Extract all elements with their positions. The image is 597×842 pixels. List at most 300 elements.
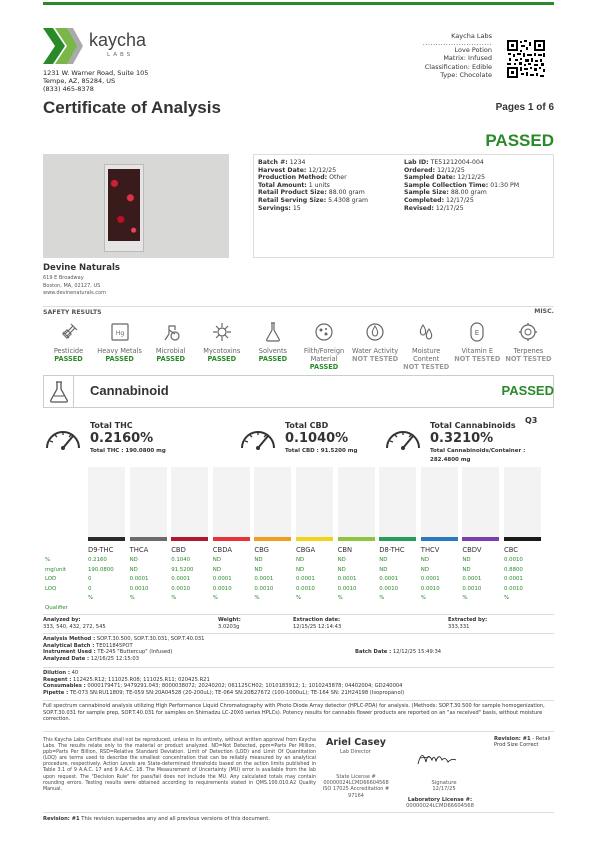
compound-mg: ND [254, 566, 263, 573]
compound-bar [88, 467, 125, 541]
flask-icon-box [44, 376, 74, 407]
compound-lod: 0.0001 [254, 576, 274, 583]
signer-name: Ariel Casey [326, 737, 386, 748]
compound-lod: 0.0001 [171, 576, 191, 583]
compound-name: THCV [420, 546, 440, 554]
extraction-date-value: 12/15/25 12:14:43 [293, 623, 342, 630]
product-summary [380, 32, 492, 80]
safety-item-status: PASSED [258, 355, 288, 363]
revision-sub: Prod Size Correct [494, 742, 539, 749]
batch-field [404, 159, 519, 167]
batch-field-label: Sample Collection Time: [404, 181, 489, 189]
compound-pct: ND [296, 557, 305, 563]
safety-item [503, 320, 554, 363]
batch-field-value: 15 [292, 204, 301, 212]
revision-tail: - Retail [530, 736, 551, 742]
batch-field [404, 205, 519, 213]
cannabinoid-total-value: 0.3210% [430, 431, 494, 446]
signature-block [420, 780, 468, 792]
compound-lod: 0.0001 [462, 576, 482, 583]
lab-license-value: 00000024LCMD66604568 [406, 803, 474, 810]
product-photo [43, 154, 229, 258]
safety-item-status: PASSED [207, 355, 237, 363]
compound-values [462, 556, 481, 604]
product-type: Type: Chocolate [440, 71, 492, 80]
compound-values [88, 556, 114, 604]
batch-field-label: Production Method: [258, 174, 328, 182]
compound-bar-color [379, 537, 416, 541]
safety-item [247, 320, 298, 363]
compound-bar [504, 467, 541, 541]
cannabinoid-total-label: Total THC [90, 421, 133, 430]
compound-unit: % [462, 595, 468, 602]
dilution-value: 40 [71, 670, 79, 676]
safety-item-label: Filth/Foreign [303, 347, 345, 355]
compound-pct: ND [337, 557, 346, 563]
client-address-line1: 619 E Broadway [43, 275, 84, 281]
compound-mg: ND [337, 566, 346, 573]
safety-item-status: PASSED [105, 355, 134, 363]
lab-address [43, 69, 148, 93]
compound-values [504, 556, 523, 604]
extraction-date-label: Extraction date: [293, 617, 341, 623]
cannabinoid-title: Cannabinoid [90, 383, 169, 398]
batch-field [258, 182, 368, 190]
analytical-batch-value: TE011845POT [96, 642, 133, 649]
weight-label: Weight: [218, 617, 241, 623]
compound-pct: ND [379, 557, 388, 563]
compound-name: CBGA [296, 546, 316, 554]
revision-label: Revision: #1 [494, 736, 531, 742]
safety-item-status: NOT TESTED [352, 355, 399, 363]
divider [43, 812, 554, 813]
compound-bar-color [130, 537, 167, 541]
lab-license-label: Laboratory License #: [407, 797, 473, 803]
batch-field-label: Lab ID: [404, 159, 429, 166]
cannabinoid-total [430, 421, 525, 463]
compound-loq: 0 [88, 585, 92, 592]
product-classification: Classification: Edible [424, 62, 492, 71]
product-package-image [104, 164, 144, 252]
batch-field-label: Retail Product Size: [258, 189, 327, 197]
reagents-block [43, 670, 554, 696]
compound-values [254, 556, 273, 604]
compound-values [296, 556, 315, 604]
compound-unit: % [254, 595, 260, 602]
batch-field-label: Servings: [258, 204, 291, 212]
compound-bar [462, 467, 499, 541]
table-row-label: mg/unit [45, 566, 66, 573]
pesticide-icon [57, 320, 81, 344]
compound-unit: % [379, 595, 385, 602]
batch-field-value: 1234 [289, 159, 306, 166]
batch-field-value: 12/17/25 [435, 204, 464, 212]
gauge-icon [238, 424, 278, 450]
compound-unit: % [129, 595, 135, 602]
compound-pct: ND [212, 557, 221, 563]
compound-bar [130, 467, 167, 541]
client-address-line2: Boston, MA, 02127, US [43, 282, 101, 289]
compound-name: D9-THC [88, 546, 114, 554]
divider [43, 667, 554, 668]
signer-role: Lab Director [340, 749, 371, 755]
compound-lod: 0.0001 [296, 576, 315, 583]
safety-item-status: NOT TESTED [403, 363, 450, 371]
batch-field-label: Revised: [404, 204, 434, 212]
compound-bar [421, 467, 458, 541]
safety-item-label: Water Activity [351, 347, 399, 355]
compound-name: CBG [254, 546, 269, 554]
batch-field-value: 12/17/25 [446, 196, 474, 204]
batch-field [404, 167, 519, 175]
compound-bar-color [338, 537, 375, 541]
logo-sub: LABS [107, 52, 134, 58]
cannabinoid-total-sub: Total Cannabinoids/Container : [430, 448, 526, 454]
analyzed-date-label: Analyzed Date : [43, 655, 90, 662]
table-row-label [45, 594, 68, 604]
client-address [43, 275, 120, 298]
compound-unit: % [337, 595, 343, 602]
table-row-label: % [45, 557, 51, 563]
cannabinoid-status-badge: PASSED [501, 383, 554, 398]
batch-field-value: Other [329, 174, 347, 182]
compound-lod: 0.0001 [337, 576, 357, 583]
compound-pct: 0.0010 [504, 557, 523, 563]
batch-info-left [258, 159, 368, 212]
revision-note-label: Revision: #1 [43, 816, 80, 822]
compound-unit: % [171, 595, 177, 602]
batch-field [258, 174, 368, 182]
safety-item-label2: Material [310, 355, 338, 363]
product-name: Love Potion [454, 45, 492, 54]
water-activity-icon [363, 320, 387, 344]
moisture-icon [414, 320, 438, 344]
compound-mg: ND [129, 566, 138, 573]
compound-lod: 0.0001 [129, 576, 149, 583]
instrument-label: Instrument Used : [43, 649, 96, 656]
compound-pct: ND [420, 557, 429, 563]
compound-loq: 0.0010 [171, 585, 191, 592]
compound-loq: 0.0010 [462, 585, 482, 592]
cannabinoid-total [285, 421, 357, 455]
compound-unit: % [212, 595, 218, 602]
safety-item-status: NOT TESTED [505, 355, 552, 363]
cannabinoid-total-sub: Total CBD : 91.5200 mg [285, 448, 358, 454]
compound-values [130, 556, 149, 604]
compound-bar-color [296, 537, 333, 541]
compound-bar [296, 467, 333, 541]
batch-field-label: Completed: [404, 196, 445, 204]
safety-item-label: Mycotoxins [203, 347, 241, 355]
compound-loq: 0.0010 [504, 585, 523, 592]
compound-pct: ND [462, 557, 471, 563]
safety-item-label: Heavy Metals [97, 347, 142, 355]
cannabinoid-total-label: Total Cannabinoids [430, 421, 516, 430]
batch-field-label: Sample Size: [404, 189, 449, 197]
compound-values [338, 556, 357, 604]
cannabinoid-total-value: 0.2160% [90, 431, 154, 446]
safety-item-status: PASSED [309, 363, 339, 371]
compound-bar-color [213, 537, 250, 541]
analyzed-by-label: Analyzed by: [43, 617, 81, 623]
compound-bar-color [254, 537, 291, 541]
extracted-by-value: 333,331 [448, 623, 470, 630]
compound-mg: 91.5200 [171, 566, 194, 573]
batch-field [258, 189, 368, 197]
divider [43, 700, 554, 701]
compound-values [379, 556, 398, 604]
table-row-labels [45, 556, 68, 614]
compound-bar [338, 467, 375, 541]
cannabinoid-total-sub2: 282.4800 mg [430, 456, 471, 463]
compound-name: THCA [129, 546, 149, 554]
state-license-label: State License # [336, 774, 376, 780]
table-row-label: LOQ [45, 585, 57, 592]
compound-loq: 0.0010 [379, 585, 399, 592]
reagent-value: 112425.R12; 111025.R08; 111025.R11; 020425.R21 [72, 676, 210, 683]
reagent-label: Reagent : [43, 676, 72, 683]
compound-unit: % [420, 595, 426, 602]
table-row-label: LOD [45, 576, 57, 583]
svg-text:E: E [475, 329, 480, 337]
compound-bar [379, 467, 416, 541]
weight [218, 617, 241, 630]
qr-code-icon[interactable] [506, 39, 546, 79]
batch-field-value: 01:30 PM [490, 181, 520, 189]
compound-lod: 0 [88, 576, 92, 583]
batch-field-label: Retail Serving Size: [258, 196, 327, 204]
analyzed-by-value: 333, 540, 432, 272, 545 [43, 623, 106, 630]
compound-name: CBD [171, 546, 186, 554]
weight-value: 3.0203g [218, 623, 240, 630]
safety-item-label: Vitamin E [461, 347, 494, 355]
misc-header: MISC. [534, 308, 554, 315]
gauge-icon [43, 424, 83, 450]
safety-results-header: SAFETY RESULTS [43, 306, 554, 316]
cannabinoid-total-sub: Total THC : 190.0800 mg [90, 448, 166, 454]
safety-item-label: Terpenes [513, 347, 544, 355]
method-label: Analysis Method : [43, 636, 96, 642]
divider [43, 731, 554, 732]
compound-bar-color [462, 537, 499, 541]
kaycha-logo [43, 26, 153, 66]
cannabinoid-total-label: Total CBD [285, 421, 329, 430]
batch-field-value: 1 units [308, 181, 330, 189]
safety-item [94, 320, 145, 363]
batch-field [404, 182, 519, 190]
analysis-method-block [43, 636, 554, 662]
compound-unit: % [504, 595, 510, 602]
compound-mg: ND [462, 566, 471, 573]
compound-name: D8-THC [379, 546, 405, 554]
compound-bar-color [421, 537, 458, 541]
svg-text:Hg: Hg [115, 330, 124, 337]
compound-pct: ND [129, 557, 138, 563]
compound-loq: 0.0010 [296, 585, 315, 592]
lab-address-line2: Tempe, AZ, 85284, US [43, 77, 116, 85]
compound-values [213, 556, 232, 604]
page-count: Pages 1 of 6 [495, 102, 554, 113]
safety-item [145, 320, 196, 363]
gauge-icon [383, 424, 423, 450]
method-value: SOP.T.30.500, SOP.T.30.031, SOP.T.40.031 [96, 636, 205, 642]
compound-bar-color [88, 537, 125, 541]
compound-mg: ND [420, 566, 429, 573]
compound-bar-color [171, 537, 208, 541]
batch-field [258, 205, 368, 213]
handwritten-signature-icon [412, 744, 472, 770]
batch-info-right [404, 159, 519, 212]
compound-mg: ND [379, 566, 388, 573]
safety-item-label: Moisture [411, 347, 441, 355]
batch-field-label: Total Amount: [258, 181, 307, 189]
safety-item [350, 320, 401, 363]
analysis-note: Full spectrum cannabinoid analysis utilizing High Performance Liquid Chromatography with Photo Diode Array detector (HPLC-PDA) for analysis. (Methods: SOP.T.30.500 for sample homogenization, SOP.T.30.031 for sample prep, SOP.T.40.031 for samples on Shimadzu LC-20X0 series HPLCs). Potency results for cannabis flower products are reported on an "as received" basis, without moisture correction. [43, 703, 545, 723]
safety-item-label2: Content [413, 355, 440, 363]
batch-field-value: 12/12/25 [457, 174, 486, 182]
batch-field-value: TE51212004-004 [430, 159, 484, 166]
compound-lod: 0.0001 [504, 576, 523, 583]
lab-address-line1: 1231 W. Warner Road, Suite 105 [43, 69, 149, 77]
safety-item-status: PASSED [156, 355, 185, 363]
iso-label: ISO 17025 Accreditation # [322, 786, 390, 793]
batch-date-label: Batch Date : [355, 649, 392, 656]
state-license-value: 00000024LCMD66604568 [323, 780, 389, 787]
safety-item-label: Microbial [155, 347, 186, 355]
compound-values [421, 556, 440, 604]
flask-icon [44, 376, 74, 407]
consumables-value: 0000179471; 9479291.043; 8000038072; 20240202; 061125CH02; 1010183912; 1; 1010243878; 04402004; GD240004 [87, 683, 403, 690]
revision-note [43, 816, 270, 822]
compound-mg: 0.8800 [504, 566, 523, 573]
batch-field [258, 167, 368, 175]
vitamin-e-icon [465, 320, 489, 344]
batch-field-value: 88.00 gram [450, 189, 487, 197]
terpenes-icon [516, 320, 540, 344]
safety-item-label: Pesticide [53, 347, 84, 355]
compound-mg: ND [296, 566, 305, 573]
analytical-batch-label: Analytical Batch : [43, 642, 95, 649]
client-website[interactable]: www.devinenaturals.com [43, 290, 106, 296]
compound-loq: 0.0010 [254, 585, 274, 592]
compound-bar [213, 467, 250, 541]
pipette-label: Pipette : [43, 689, 69, 696]
cannabinoid-total [90, 421, 166, 455]
instrument-value: TE-245 "Buttercup" (Infused) [97, 649, 173, 656]
cannabinoid-total-value: 0.1040% [285, 431, 349, 446]
analyzed-by [43, 617, 106, 630]
signer-licenses [316, 774, 396, 799]
batch-field-label: Batch #: [258, 159, 288, 166]
compound-name: CBN [337, 546, 353, 554]
lab-license-block [390, 797, 490, 809]
heavy-metals-icon [108, 320, 132, 344]
compound-values [171, 556, 193, 604]
top-accent-bar [43, 2, 554, 5]
compound-loq: 0.0010 [212, 585, 232, 592]
compound-loq: 0.0010 [129, 585, 149, 592]
compound-pct: 0.1040 [171, 557, 191, 563]
compound-unit: % [296, 595, 302, 602]
safety-item-status: NOT TESTED [454, 355, 501, 363]
signature-date: 12/17/25 [432, 786, 456, 793]
revision-info [494, 736, 554, 749]
extracted-by [448, 617, 487, 630]
compound-name: CBDA [212, 546, 232, 554]
compound-mg: 190.0800 [88, 566, 114, 573]
product-dots: ........................... [422, 38, 492, 47]
batch-field [258, 197, 368, 205]
filth-icon [312, 320, 336, 344]
q3-label: Q3 [525, 416, 538, 425]
microbial-icon [159, 320, 183, 344]
compound-lod: 0.0001 [420, 576, 440, 583]
compound-lod: 0.0001 [212, 576, 232, 583]
safety-item-label: Solvents [258, 347, 287, 355]
divider [43, 614, 554, 615]
batch-info-box [253, 154, 554, 258]
safety-item [452, 320, 503, 363]
dilution-label: Dilution : [43, 670, 70, 676]
compound-mg: ND [212, 566, 221, 573]
revision-note-text: This revision supersedes any and all previous versions of this document. [79, 816, 270, 822]
mycotoxins-icon [210, 320, 234, 344]
iso-value: 97164 [348, 792, 364, 799]
table-row-label: Qualifier [45, 604, 68, 611]
batch-field-value: 12/12/25 [308, 166, 337, 174]
batch-field-label: Sampled Date: [404, 174, 456, 182]
page-title: Certificate of Analysis [43, 98, 221, 117]
product-matrix: Matrix: Infused [443, 54, 492, 63]
batch-field-value: 5.4308 gram [328, 196, 369, 204]
batch-field-label: Ordered: [404, 166, 436, 174]
product-company: Kaycha Labs [451, 32, 492, 40]
extraction-date [293, 617, 341, 630]
compound-loq: 0.0010 [420, 585, 440, 592]
batch-field-label: Harvest Date: [258, 166, 307, 174]
safety-item [43, 320, 94, 363]
compound-pct: 0.2160 [88, 557, 107, 563]
compound-name: CBC [504, 546, 519, 554]
disclaimer: This Kaycha Labs Certificate shall not be reproduced, unless in its entirety, without written approval from Kaycha Labs. The results relate only to the material or product analyzed. ND=Not Detected, ppm=Parts Per Million, ppb=Parts Per Billion, RSD=Relative Standard Deviation. Limit of Detection (LOD) and Limit Of Quantitation (LOQ) are terms used to describe the smallest concentration that can be reliably measured by an analytical procedure, respectively. Action Levels are State-determined thresholds based on the action limits published in Table 3.1 of 9 A.A.C. 17 and 9 A.A.C. 18. The Measurement of Uncertainty (MU) error is available from the lab upon request. The "Decision Rule" for pass/fail does not include the MU. Any calculated totals may contain rounding errors. Testing results were obtained according to requirements stated in QMS.100.010.A2 Quality Manual. [43, 738, 316, 792]
client-info [43, 263, 120, 298]
pipette-value: TE-073 SN:RU11809; TE-059 SN:20A04528 (20-200uL); TE-064 SN:20B27672 (100-1000uL); TE-164 SN: 21H24198 (Isopropanol) [69, 689, 405, 696]
compound-bar-color [504, 537, 541, 541]
analyzed-date-value: 12/16/25 12:15:03 [90, 655, 140, 662]
logo-wordmark: kaycha [89, 30, 147, 50]
safety-item [401, 320, 452, 371]
safety-item [196, 320, 247, 363]
batch-field-value: 12/12/25 [437, 166, 465, 174]
compound-pct: ND [254, 557, 263, 563]
batch-field [404, 197, 519, 205]
compound-bar [254, 467, 291, 541]
client-name: Devine Naturals [43, 263, 120, 273]
batch-field-value: 88.00 gram [328, 189, 365, 197]
compound-lod: 0.0001 [379, 576, 399, 583]
batch-field [404, 189, 519, 197]
divider [43, 633, 554, 634]
compound-bar [171, 467, 208, 541]
signature-label: Signature [431, 780, 457, 786]
compound-loq: 0.0010 [337, 585, 357, 592]
safety-item [299, 320, 350, 371]
overall-status-badge: PASSED [485, 131, 554, 150]
batch-field [404, 174, 519, 182]
compound-unit: % [88, 595, 94, 602]
solvents-icon [261, 320, 285, 344]
consumables-label: Consumables : [43, 683, 86, 690]
